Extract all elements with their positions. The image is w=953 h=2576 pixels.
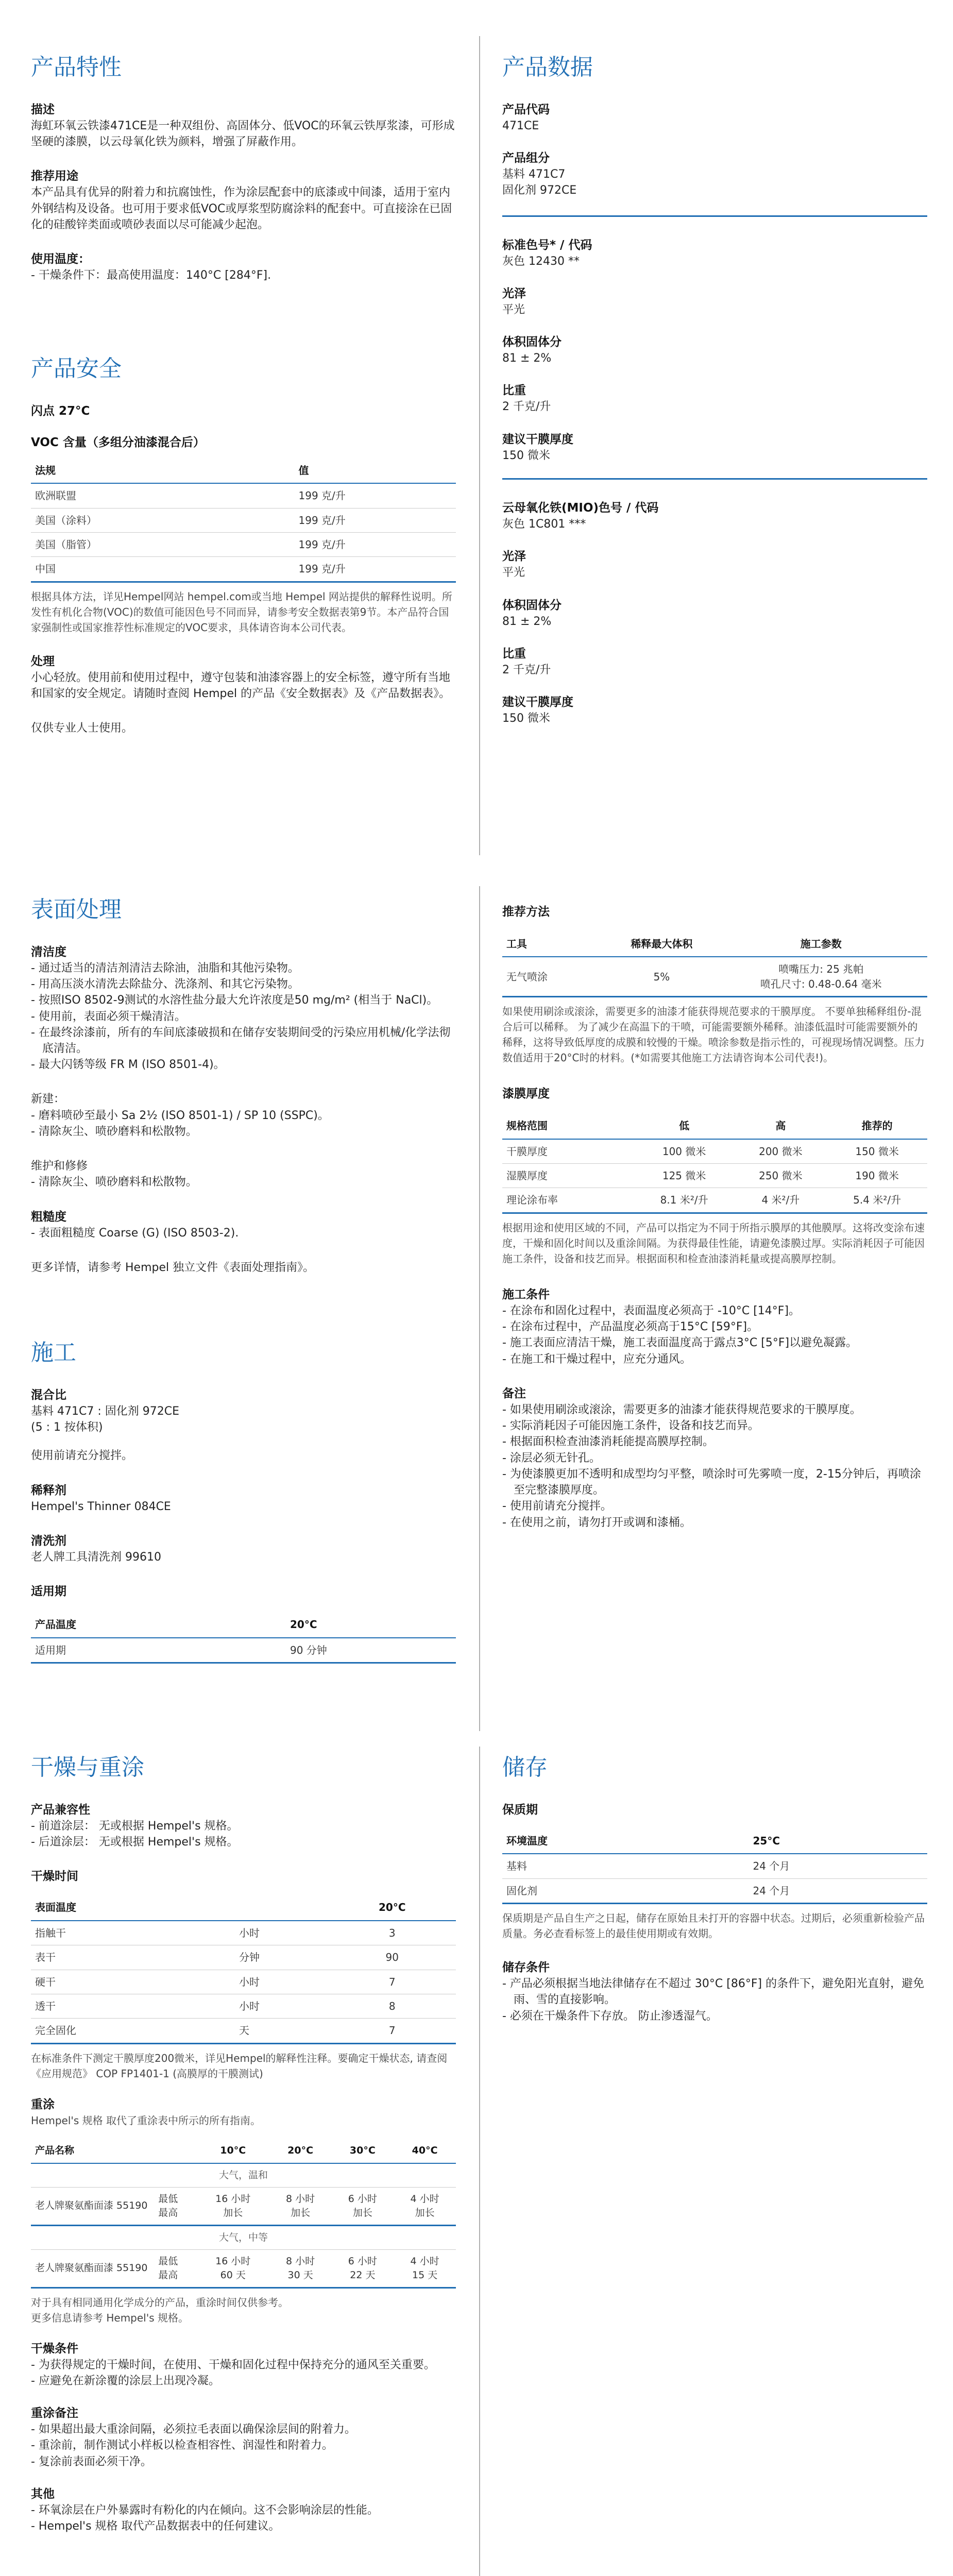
product-data-section — [502, 54, 927, 743]
section-rule — [502, 215, 927, 217]
voc-cell: 欧洲联盟 — [31, 483, 295, 508]
table-row — [502, 1188, 927, 1213]
list-item: - 如果使用刷涂或滚涂，需要更多的油漆才能获得规范要求的干膜厚度。 — [502, 1403, 861, 1416]
method-cell: 5% — [608, 957, 714, 996]
recommended-use-text: 本产品具有优异的附着力和抗腐蚀性，作为涂层配套中的底漆或中间漆，适用于室内外钢结构及设备。也可用于要求低VOC或厚浆型防腐涂料的配套中。可直接涂在已固化的硅酸锌类面或喷砂表面以尽可能减少起泡。 — [31, 186, 452, 231]
rc-value: 16 小时 — [215, 2193, 251, 2205]
application-section — [31, 1340, 456, 1664]
dry-cell: 完全固化 — [31, 2019, 235, 2043]
drying-recoating-section — [31, 1754, 456, 2534]
recoating-heading: 重涂 — [31, 2097, 55, 2111]
rc-product-name: 老人牌聚氨酯面漆 55190 — [31, 2187, 154, 2225]
film-col-high: 高 — [735, 1113, 827, 1139]
dry-cell: 7 — [329, 2019, 456, 2043]
rc-col-product: 产品名称 — [31, 2139, 154, 2163]
list-item: - 为获得规定的干燥时间，在使用、干燥和固化过程中保持充分的通风至关重要。 — [31, 2358, 435, 2371]
rc-cell — [331, 2187, 394, 2225]
rc-col-20c: 20°C — [269, 2139, 332, 2163]
rc-cell — [269, 2249, 332, 2287]
film-thickness-table — [502, 1113, 927, 1214]
rc-value: 加长 — [352, 2207, 372, 2218]
section-title: 施工 — [31, 1340, 76, 1366]
rc-minmax-cell — [154, 2187, 197, 2225]
list-item: - 重涂前，制作测试小样板以检查相容性、润湿性和附着力。 — [31, 2439, 333, 2452]
film-cell: 150 微米 — [827, 1139, 927, 1164]
rc-min-label: 最低 — [158, 2255, 178, 2267]
dry-cell: 8 — [329, 1994, 456, 2018]
component-base: 基料 471C7 — [502, 168, 566, 181]
voc-note: 根据具体方法，详见Hempel网站 hempel.com或当地 Hempel 网站提供的解释性说明。所发性有机化合物(VOC)的数值可能因色号不同而异，请参考安全数据表第9节。本产品符合国家强制性或国家推荐性标准规定的VOC要求，具体请咨询本公司代表。 — [31, 590, 452, 634]
rc-col-30c: 30°C — [331, 2139, 394, 2163]
voc-cell: 199 克/升 — [295, 557, 456, 582]
handling-text: 小心轻放。使用前和使用过程中，遵守包装和油漆容器上的安全标签，遵守所有当地和国家的安全规定。请随时查阅 Hempel 的产品《安全数据表》及《产品数据表》。 — [31, 671, 451, 701]
drying-conditions-heading: 干燥条件 — [31, 2342, 78, 2355]
film-cell: 250 微米 — [735, 1164, 827, 1188]
method-params-cell — [715, 957, 928, 996]
pot-cell: 90 分钟 — [286, 1638, 456, 1663]
film-cell: 5.4 米²/升 — [827, 1188, 927, 1213]
drying-time-heading: 干燥时间 — [31, 1870, 78, 1884]
list-item: - 根据面积检查油漆消耗能提高膜厚控制。 — [502, 1435, 714, 1449]
method-table — [502, 931, 927, 997]
dry-col-20c: 20°C — [329, 1895, 456, 1920]
volume-solids: 81 ± 2% — [502, 352, 552, 365]
standard-shade-heading: 标准色号* / 代码 — [502, 238, 592, 252]
table-row — [31, 2225, 456, 2249]
nozzle-size: 喷孔尺寸: 0.48-0.64 毫米 — [760, 977, 882, 990]
rc-value: 4 小时 — [410, 2255, 439, 2267]
table-row — [502, 1139, 927, 1164]
list-item: - 施工表面应清洁干燥，施工表面温度高于露点3°C [5°F]以避免凝露。 — [502, 1336, 858, 1350]
film-cell: 125 微米 — [634, 1164, 735, 1188]
roughness-heading: 粗糙度 — [31, 1210, 66, 1224]
shelf-life-note: 保质期是产品自生产之日起，储存在原始且未打开的容器中状态。过期后，必须重新检验产品质量。务必查看标签上的最佳使用期或有效期。 — [502, 1912, 925, 1940]
table-row — [502, 1878, 927, 1903]
service-temperature-heading: 使用温度： — [31, 252, 90, 266]
table-row — [31, 1970, 456, 1994]
section-title: 产品数据 — [502, 54, 593, 80]
list-item: - 在涂布和固化过程中，表面温度必须高于 -10°C [14°F]。 — [502, 1304, 801, 1317]
component-curing-agent: 固化剂 972CE — [502, 184, 577, 197]
application-conditions-heading: 施工条件 — [502, 1287, 550, 1301]
dft-value: 150 微米 — [502, 449, 550, 462]
table-row — [31, 1921, 456, 1945]
thinner-value: Hempel's Thinner 084CE — [31, 1500, 171, 1513]
maintenance-heading: 维护和修修 — [31, 1160, 88, 1173]
section-title: 表面处理 — [31, 896, 122, 923]
dry-cell: 3 — [329, 1921, 456, 1945]
rc-value: 加长 — [415, 2207, 435, 2218]
voc-cell: 199 克/升 — [295, 533, 456, 557]
rc-min-label: 最低 — [158, 2193, 178, 2205]
list-item: - 涂层必须无针孔。 — [502, 1451, 601, 1465]
list-item: - 用高压淡水清洗去除盐分、洗涤剂、和其它污染物。 — [31, 978, 299, 991]
method-col-params: 施工参数 — [715, 931, 928, 957]
mixing-ratio-volume: (5 : 1 按体积) — [31, 1421, 103, 1434]
column-divider — [479, 1747, 480, 2576]
rc-subheading: 大气，中等 — [31, 2225, 456, 2249]
other-heading: 其他 — [31, 2487, 55, 2501]
recommended-use-heading: 推荐用途 — [31, 170, 78, 183]
method-col-tool: 工具 — [502, 931, 608, 957]
pot-life-table — [31, 1612, 456, 1664]
shelf-life-table — [502, 1828, 927, 1904]
voc-col-value: 值 — [295, 458, 456, 483]
shelf-cell: 基料 — [502, 1854, 749, 1878]
section-title: 产品安全 — [31, 355, 122, 382]
drying-time-note: 在标准条件下测定干膜厚度200微米，详见Hempel的解释性注释。要确定干燥状态, 请查阅《应用规范》 COP FP1401-1 (高膜厚的干膜测试) — [31, 2052, 448, 2080]
list-item: - 按照ISO 8502-9测试的水溶性盐分最大允许浓度是50 mg/m² (相当于 NaCl)。 — [31, 994, 438, 1007]
pot-col-20c: 20°C — [286, 1612, 456, 1637]
list-item: - 通过适当的清洁剂清洁去除油，油脂和其他污染物。 — [31, 961, 299, 975]
table-row — [502, 1854, 927, 1878]
dry-cell: 90 — [329, 1945, 456, 1970]
list-item: - 复涂前表面必须干净。 — [31, 2455, 152, 2468]
film-cell: 干膜厚度 — [502, 1139, 634, 1164]
rc-col-minmax — [154, 2139, 197, 2163]
rc-cell — [394, 2249, 456, 2287]
recoating-intro: Hempel's 规格 取代了重涂表中所示的所有指南。 — [31, 2114, 261, 2127]
dry-cell: 小时 — [235, 1921, 329, 1945]
table-row — [31, 533, 456, 557]
method-cell: 无气喷涂 — [502, 957, 608, 996]
table-row — [31, 2187, 456, 2225]
rc-value: 16 小时 — [215, 2255, 251, 2267]
cleaner-value: 老人牌工具清洗剂 99610 — [31, 1550, 161, 1564]
recoating-note: 对于具有相同通用化学成分的产品，重涂时间仅供参考。 — [31, 2296, 288, 2309]
table-row — [502, 957, 927, 996]
service-temperature-text: - 干燥条件下：最高使用温度：140°C [284°F]. — [31, 269, 271, 282]
voc-table — [31, 458, 456, 583]
volume-solids: 81 ± 2% — [502, 615, 552, 628]
dry-cell: 表干 — [31, 1945, 235, 1970]
remarks-heading: 备注 — [502, 1386, 526, 1400]
list-item: - 在使用之前，请勿打开或调和漆桶。 — [502, 1516, 691, 1529]
film-col-low: 低 — [634, 1113, 735, 1139]
gloss-heading: 光泽 — [502, 286, 526, 300]
shelf-life-heading: 保质期 — [502, 1803, 538, 1817]
table-row — [31, 483, 456, 508]
pot-life-heading: 适用期 — [31, 1585, 66, 1599]
rc-cell — [331, 2249, 394, 2287]
product-code: 471CE — [502, 119, 539, 132]
film-cell: 理论涂布率 — [502, 1188, 634, 1213]
dry-col-unit — [235, 1895, 329, 1920]
column-divider — [479, 886, 480, 1731]
rc-value: 15 天 — [412, 2269, 438, 2281]
dry-cell: 7 — [329, 1970, 456, 1994]
thinner-heading: 稀释剂 — [31, 1483, 66, 1497]
rc-value: 22 天 — [350, 2269, 376, 2281]
storage-conditions-heading: 储存条件 — [502, 1961, 550, 1975]
list-item: - 实际消耗因子可能因施工条件，设备和技艺而异。 — [502, 1419, 759, 1433]
rc-max-label: 最高 — [158, 2269, 178, 2281]
drying-time-table — [31, 1895, 456, 2044]
rc-value: 8 小时 — [286, 2193, 315, 2205]
list-item: - 应避免在新涂覆的涂层上出现冷凝。 — [31, 2374, 220, 2387]
rc-cell — [394, 2187, 456, 2225]
rc-cell — [197, 2249, 269, 2287]
shelf-col-temp: 环境温度 — [502, 1828, 749, 1854]
section-rule — [502, 478, 927, 480]
list-item: - 环氧涂层在户外暴露时有粉化的内在倾向。这不会影响涂层的性能。 — [31, 2503, 379, 2517]
voc-col-regulation: 法规 — [31, 458, 295, 483]
list-item: - 清除灰尘、喷砂磨料和松散物。 — [31, 1125, 197, 1138]
product-features-section — [31, 54, 456, 302]
rc-value: 4 小时 — [410, 2193, 439, 2205]
rc-value: 30 天 — [287, 2269, 313, 2281]
shelf-cell: 固化剂 — [502, 1878, 749, 1903]
voc-cell: 美国（脂管） — [31, 533, 295, 557]
method-col-thinning: 稀释最大体积 — [608, 931, 714, 957]
table-row — [31, 557, 456, 582]
rc-value: 6 小时 — [348, 2255, 377, 2267]
film-cell: 190 微米 — [827, 1164, 927, 1188]
surface-guide-note: 更多详情，请参考 Hempel 独立文件《表面处理指南》。 — [31, 1261, 315, 1274]
list-item: - 清除灰尘、喷砂磨料和松散物。 — [31, 1176, 197, 1189]
rc-value: 60 天 — [220, 2269, 246, 2281]
mixing-ratio: 基料 471C7 : 固化剂 972CE — [31, 1404, 179, 1418]
mio-shade-heading: 云母氧化铁(MIO)色号 / 代码 — [502, 501, 659, 515]
film-col-recommended: 推荐的 — [827, 1113, 927, 1139]
volume-solids-heading: 体积固体分 — [502, 598, 561, 612]
specific-gravity: 2 千克/升 — [502, 400, 551, 414]
product-safety-section — [31, 355, 456, 737]
section-title: 产品特性 — [31, 54, 122, 80]
table-row — [31, 1994, 456, 2018]
list-item: - 后道涂层： 无或根据 Hempel's 规格。 — [31, 1836, 239, 1849]
compatibility-heading: 产品兼容性 — [31, 1803, 90, 1817]
film-cell: 4 米²/升 — [735, 1188, 827, 1213]
film-cell: 100 微米 — [634, 1139, 735, 1164]
film-cell: 湿膜厚度 — [502, 1164, 634, 1188]
list-item: - 表面粗糙度 Coarse (G) (ISO 8503-2). — [31, 1226, 239, 1240]
rc-col-40c: 40°C — [394, 2139, 456, 2163]
list-item: - 必须在干燥条件下存放。 防止渗透湿气。 — [502, 2009, 718, 2023]
specific-gravity-heading: 比重 — [502, 384, 526, 398]
section-title: 干燥与重涂 — [31, 1754, 144, 1781]
rc-value: 加长 — [291, 2207, 311, 2218]
voc-heading: VOC 含量（多组分油漆混合后） — [31, 435, 205, 449]
list-item: - 如果超出最大重涂间隔，必须拉毛表面以确保涂层间的附着力。 — [31, 2423, 356, 2436]
table-row — [31, 1638, 456, 1663]
components-heading: 产品组分 — [502, 151, 550, 165]
mio-shade: 灰色 1C801 *** — [502, 518, 586, 531]
rc-value: 加长 — [223, 2207, 243, 2218]
dry-cell: 透干 — [31, 1994, 235, 2018]
pot-cell: 适用期 — [31, 1638, 286, 1663]
gloss-value: 平光 — [502, 566, 525, 580]
volume-solids-heading: 体积固体分 — [502, 335, 561, 349]
pot-col-temp: 产品温度 — [31, 1612, 286, 1637]
cleanliness-list — [31, 960, 456, 1073]
rc-subheading: 大气，温和 — [31, 2163, 456, 2187]
product-code-heading: 产品代码 — [502, 103, 550, 116]
gloss-heading: 光泽 — [502, 550, 526, 564]
nozzle-pressure: 喷嘴压力: 25 兆帕 — [778, 963, 864, 976]
dry-cell: 天 — [235, 2019, 329, 2043]
dry-cell: 分钟 — [235, 1945, 329, 1970]
application-method-section — [502, 904, 927, 1549]
table-row — [31, 2019, 456, 2043]
table-row — [31, 2249, 456, 2287]
voc-cell: 中国 — [31, 557, 295, 582]
shelf-cell: 24 个月 — [749, 1854, 928, 1878]
section-title: 储存 — [502, 1754, 548, 1781]
specific-gravity: 2 千克/升 — [502, 663, 551, 676]
rc-cell — [197, 2187, 269, 2225]
dry-cell: 小时 — [235, 1994, 329, 2018]
voc-cell: 199 克/升 — [295, 508, 456, 532]
film-col-range: 规格范围 — [502, 1113, 634, 1139]
cleaner-heading: 清洗剂 — [31, 1534, 66, 1548]
list-item: - 前道涂层： 无或根据 Hempel's 规格。 — [31, 1819, 239, 1833]
dry-cell: 小时 — [235, 1970, 329, 1994]
gloss-value: 平光 — [502, 303, 525, 316]
list-item: - 磨料喷砂至最小 Sa 2½ (ISO 8501-1) / SP 10 (SSPC)。 — [31, 1109, 329, 1122]
dry-cell: 硬干 — [31, 1970, 235, 1994]
professional-use-note: 仅供专业人士使用。 — [31, 722, 133, 735]
dft-heading: 建议干膜厚度 — [502, 432, 573, 446]
rc-max-label: 最高 — [158, 2207, 178, 2218]
handling-heading: 处理 — [31, 654, 55, 668]
specific-gravity-heading: 比重 — [502, 647, 526, 660]
method-note: 如果使用刷涂或滚涂，需要更多的油漆才能获得规范要求的干膜厚度。 不要单独稀释组份-混合后可以稀释。 为了减少在高温下的干喷，可能需要额外稀释。油漆低温时可能需要额外的稀释，这将导致低厚度的成膜和较慢的干燥。喷涂参数是指示性的，可视现场情况调整。压力数值适用于20°C时的材料。(*如需要其他施工方法请咨询本公司代表!)。 — [502, 1005, 925, 1064]
mixing-ratio-heading: 混合比 — [31, 1388, 66, 1402]
list-item: - 在施工和干燥过程中，应充分通风。 — [502, 1352, 691, 1366]
list-item: - 产品必须根据当地法律储存在不超过 30°C [86°F] 的条件下，避免阳光直射，避免雨、雪的直接影响。 — [502, 1977, 925, 2007]
rc-value: 8 小时 — [286, 2255, 315, 2267]
shelf-cell: 24 个月 — [749, 1878, 928, 1903]
rc-value: 6 小时 — [348, 2193, 377, 2205]
rc-product-name: 老人牌聚氨酯面漆 55190 — [31, 2249, 154, 2287]
rc-cell — [269, 2187, 332, 2225]
recoating-note: 更多信息请参考 Hempel's 规格。 — [31, 2311, 189, 2324]
table-row — [31, 2163, 456, 2187]
mixing-instruction: 使用前请充分搅拌。 — [31, 1449, 133, 1463]
table-row — [31, 508, 456, 532]
film-cell: 8.1 米²/升 — [634, 1188, 735, 1213]
dft-heading: 建议干膜厚度 — [502, 696, 573, 709]
description-heading: 描述 — [31, 103, 55, 116]
storage-section — [502, 1754, 927, 2024]
list-item: - 使用前，表面必须干燥清洁。 — [31, 1010, 186, 1023]
film-note: 根据用途和使用区域的不同，产品可以指定为不同于所指示膜厚的其他膜厚。这将改变涂布速度，干燥和固化时间以及重涂间隔。为获得最佳性能，请避免漆膜过厚。实际消耗因子可能因施工条件，设备和技艺而异。根据面积和检查油漆消耗量或提高膜厚控制。 — [502, 1221, 925, 1265]
new-build-heading: 新建： — [31, 1093, 65, 1106]
table-row — [31, 1945, 456, 1970]
film-cell: 200 微米 — [735, 1139, 827, 1164]
standard-shade: 灰色 12430 ** — [502, 255, 580, 268]
table-row — [502, 1164, 927, 1188]
list-item: - Hempel's 规格 取代产品数据表中的任何建议。 — [31, 2520, 280, 2533]
dft-value: 150 微米 — [502, 712, 550, 725]
rc-col-10c: 10°C — [197, 2139, 269, 2163]
recoating-table — [31, 2139, 456, 2289]
list-item: - 在涂布过程中，产品温度必须高于15°C [59°F]。 — [502, 1320, 759, 1334]
list-item: - 在最终涂漆前，所有的车间底漆破损和在储存安装期间受的污染应用机械/化学法彻底清洁。 — [31, 1026, 451, 1056]
list-item: - 最大闪锈等级 FR M (ISO 8501-4)。 — [31, 1058, 225, 1072]
rc-minmax-cell — [154, 2249, 197, 2287]
surface-preparation-section — [31, 896, 456, 1276]
dry-cell: 指触干 — [31, 1921, 235, 1945]
list-item: - 使用前请充分搅拌。 — [502, 1500, 612, 1513]
dry-col-temp: 表面温度 — [31, 1895, 235, 1920]
shelf-col-25c: 25°C — [749, 1828, 928, 1854]
cleanliness-heading: 清洁度 — [31, 945, 66, 959]
voc-cell: 美国（涂料） — [31, 508, 295, 532]
voc-cell: 199 克/升 — [295, 483, 456, 508]
column-divider — [479, 36, 480, 855]
description-text: 海虹环氧云铁漆471CE是一种双组份、高固体分、低VOC的环氧云铁厚浆漆，可形成坚硬的漆膜，以云母氧化铁为颜料，增强了屏蔽作用。 — [31, 119, 455, 149]
method-heading: 推荐方法 — [502, 905, 550, 919]
recoating-remarks-heading: 重涂备注 — [31, 2406, 78, 2420]
film-thickness-heading: 漆膜厚度 — [502, 1087, 550, 1101]
flash-point: 闪点 27°C — [31, 404, 90, 418]
list-item: - 为使漆膜更加不透明和成型均匀平整，喷涂时可先雾喷一度，2-15分钟后，再喷涂至完整漆膜厚度。 — [502, 1467, 921, 1497]
